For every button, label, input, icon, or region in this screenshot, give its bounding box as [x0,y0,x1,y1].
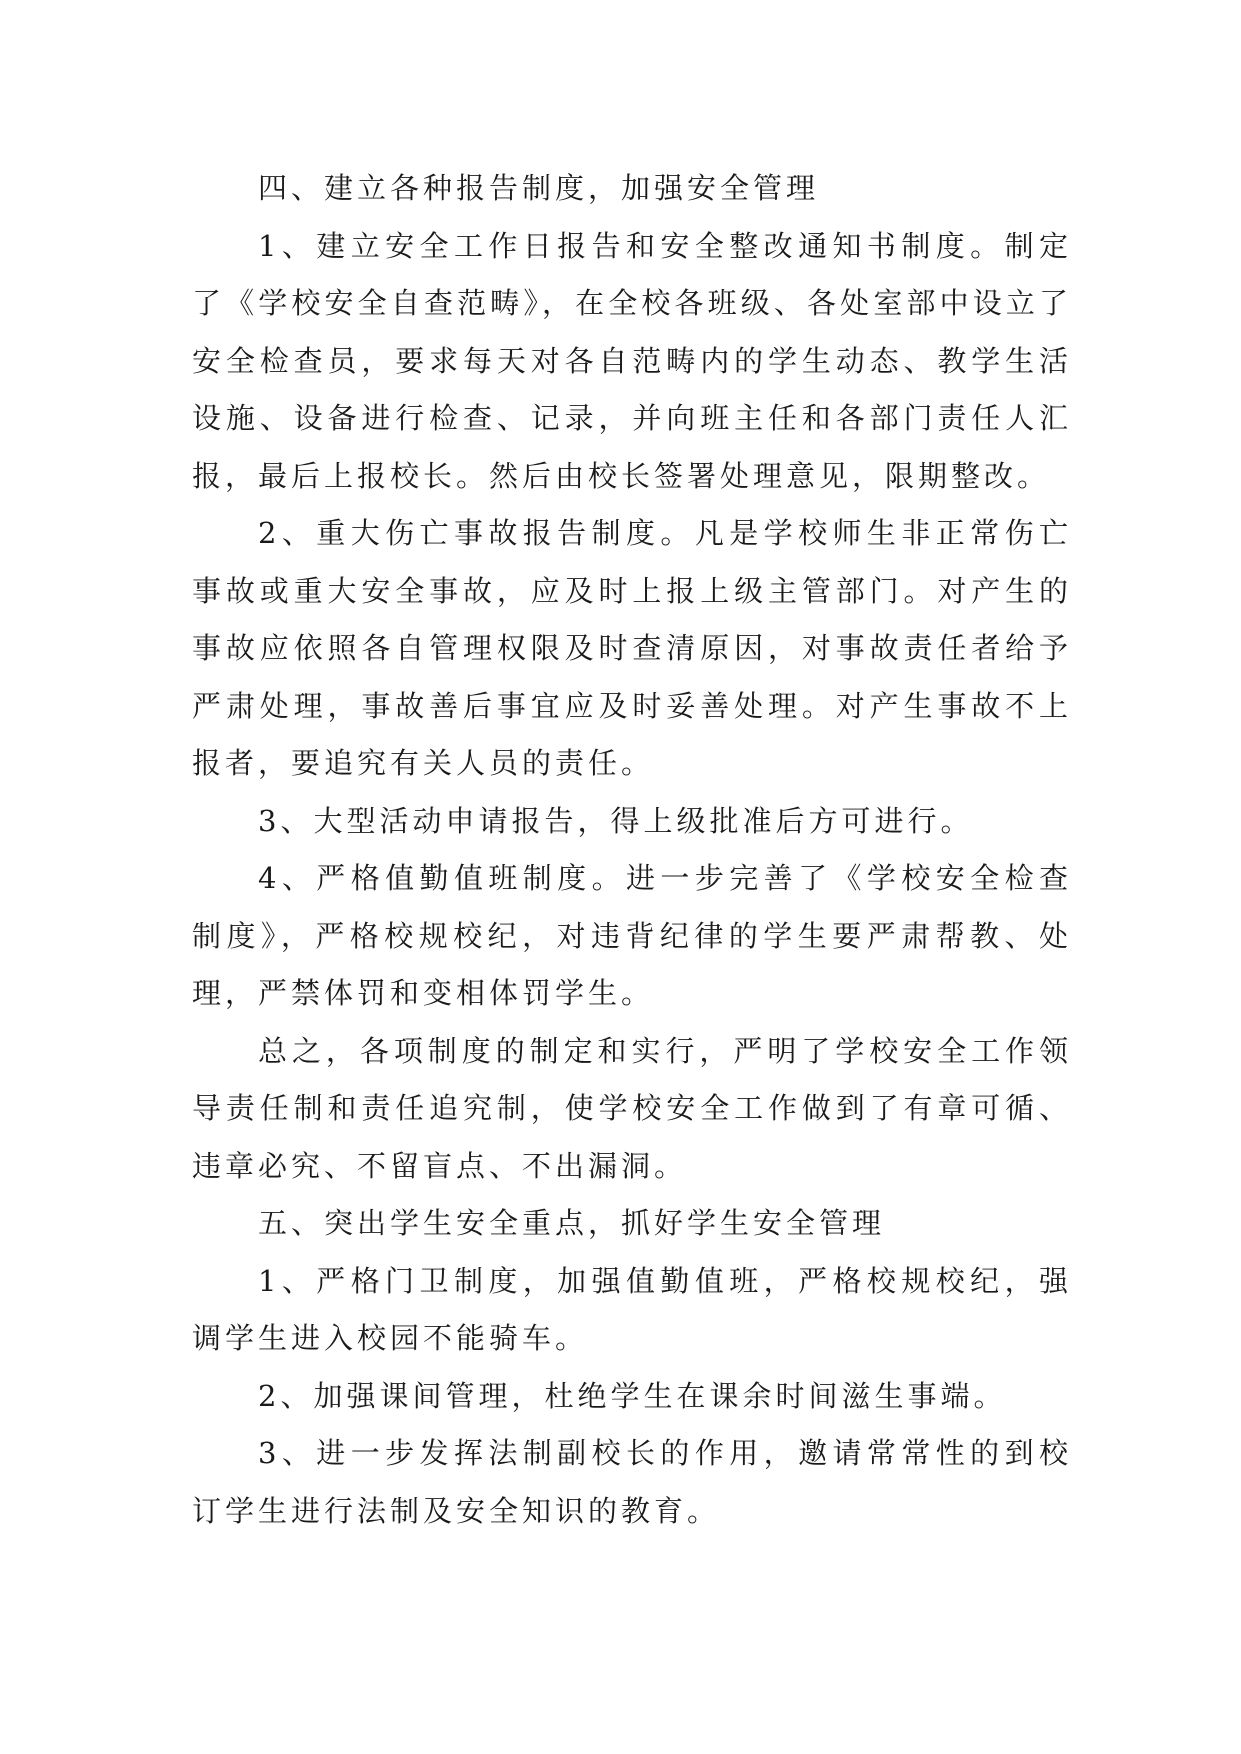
paragraph-accident-report: 2、重大伤亡事故报告制度。凡是学校师生非正常伤亡事故或重大安全事故，应及时上报上级主管部门。对产生的事故应依照各自管理权限及时查清原因，对事故责任者给予严肃处理，事故善后事宜应及时妥善处理。对产生事故不上报者，要追究有关人员的责任。 [192,516,1072,780]
paragraph-daily-report: 1、建立安全工作日报告和安全整改通知书制度。制定了《学校安全自查范畴》，在全校各班级、各处室部中设立了安全检查员，要求每天对各自范畴内的学生动态、教学生活设施、设备进行检查、记录，并向班主任和各部门责任人汇报，最后上报校长。然后由校长签署处理意见，限期整改。 [192,228,1072,493]
paragraph-duty-system: 4、严格值勤值班制度。进一步完善了《学校安全检查制度》，严格校规校纪，对违背纪律的学生要严肃帮教、处理，严禁体罚和变相体罚学生。 [192,861,1072,1010]
paragraph-gate-system: 1、严格门卫制度，加强值勤值班，严格校规校纪，强调学生进入校园不能骑车。 [192,1263,1072,1355]
section-heading-5: 五、突出学生安全重点，抓好学生安全管理 [258,1206,886,1240]
section-heading-4: 四、建立各种报告制度，加强安全管理 [258,171,820,205]
paragraph-break-management: 2、加强课间管理，杜绝学生在课余时间滋生事端。 [258,1378,1007,1413]
paragraph-summary: 总之，各项制度的制定和实行，严明了学校安全工作领导责任制和责任追究制，使学校安全工作做到了有章可循、违章必究、不留盲点、不出漏洞。 [192,1033,1072,1183]
paragraph-legal-education: 3、进一步发挥法制副校长的作用，邀请常常性的到校订学生进行法制及安全知识的教育。 [192,1436,1072,1528]
paragraph-activity-report: 3、大型活动申请报告，得上级批准后方可进行。 [258,803,974,838]
document-body [192,160,1072,1540]
